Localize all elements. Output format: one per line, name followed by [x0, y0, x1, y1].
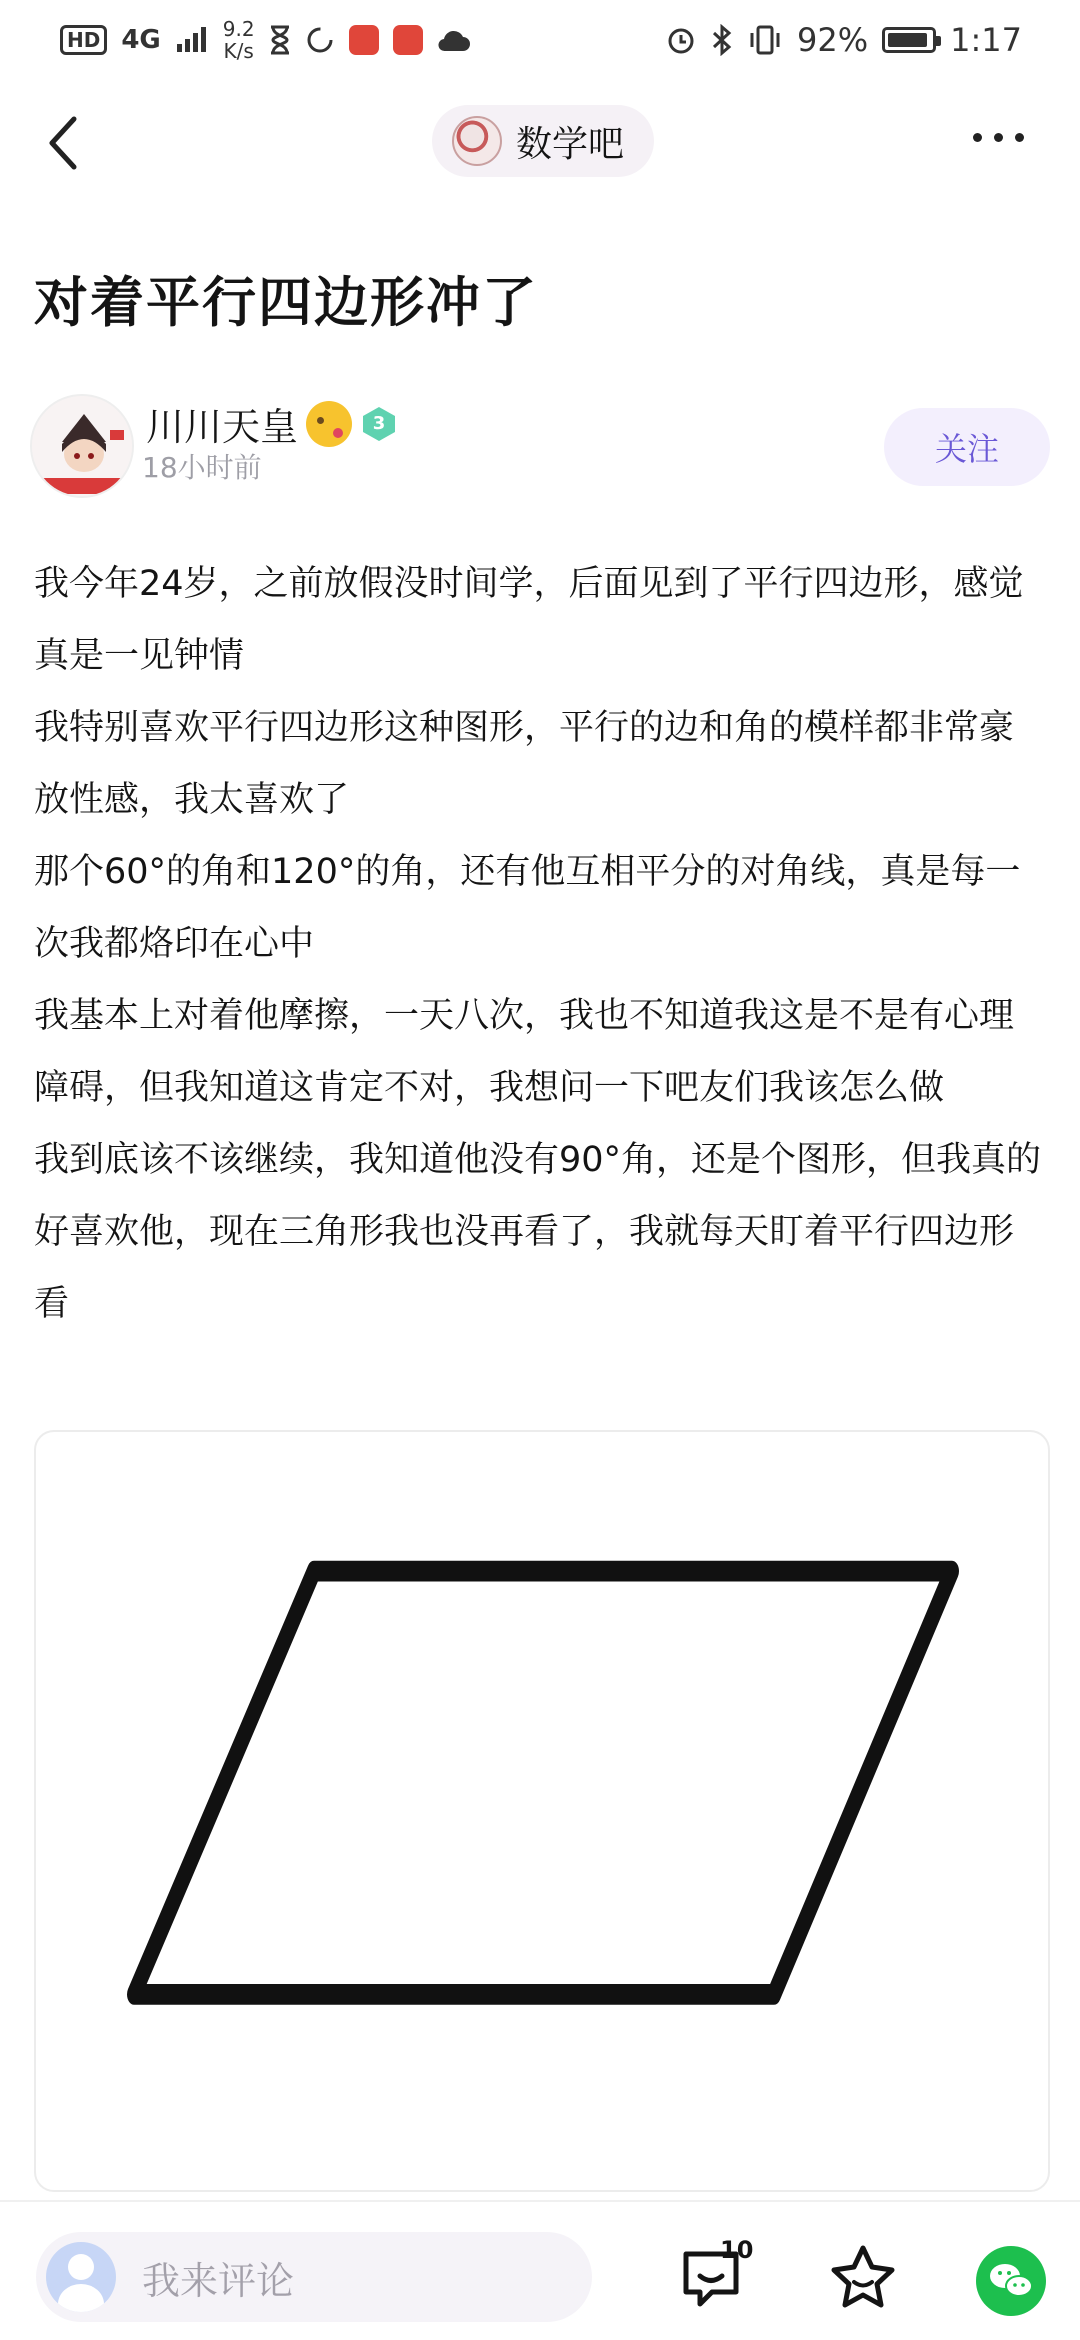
my-avatar — [46, 2242, 116, 2312]
wechat-glyph — [976, 2246, 1046, 2316]
forum-pill[interactable] — [432, 105, 654, 177]
parallelogram-drawing — [36, 1432, 1050, 2192]
more-dots-icon[interactable] — [973, 133, 1024, 142]
author-name-row[interactable] — [146, 396, 398, 451]
hd-indicator: HD — [60, 25, 107, 55]
forum-logo — [452, 116, 502, 166]
status-bar — [0, 0, 1080, 80]
back-arrow-icon[interactable] — [40, 113, 90, 173]
post-paragraph: 那个60°的角和120°的角，还有他互相平分的对角线，真是每一次我都烙印在心中 — [34, 852, 1021, 964]
status-left — [60, 18, 471, 62]
kiss-emoji-icon — [306, 401, 352, 447]
forum-name: 数学吧 — [516, 123, 625, 165]
cloud-icon — [437, 27, 471, 53]
battery-percent: 92% — [797, 21, 869, 59]
status-right — [665, 21, 1022, 59]
follow-button[interactable]: 关注 — [884, 408, 1050, 486]
clock: 1:17 — [950, 21, 1022, 59]
post-time: 18小时前 — [142, 451, 262, 484]
huawei-app-icon — [393, 25, 423, 55]
level-number: 3 — [372, 413, 386, 434]
level-badge — [360, 405, 398, 443]
battery-icon — [882, 27, 936, 53]
post-paragraph: 我基本上对着他摩擦，一天八次，我也不知道我这是不是有心理障碍，但我知道这肯定不对，我想问一下吧友们我该怎么做 — [34, 996, 1015, 1108]
post-image[interactable] — [34, 1430, 1050, 2192]
post-paragraph: 我今年24岁，之前放假没时间学，后面见到了平行四边形，感觉真是一见钟情 — [34, 564, 1024, 676]
bottom-bar — [0, 2200, 1080, 2340]
book-app-icon — [349, 25, 379, 55]
alarm-icon — [665, 24, 697, 56]
author-row — [0, 390, 1080, 500]
battery-level — [888, 33, 927, 47]
speed-unit: K/s — [223, 39, 254, 63]
network-speed — [223, 18, 255, 62]
network-indicator: 4G — [121, 25, 161, 55]
comment-input[interactable] — [36, 2232, 592, 2322]
comment-count: 10 — [720, 2236, 754, 2264]
signal-icon — [175, 26, 209, 54]
post-paragraph: 我特别喜欢平行四边形这种图形，平行的边和角的模样都非常豪放性感，我太喜欢了 — [34, 708, 1015, 820]
post-title: 对着平行四边形冲了 — [34, 271, 538, 334]
comment-placeholder: 我来评论 — [142, 2258, 295, 2303]
post-body — [34, 548, 1046, 1340]
post-paragraph: 我到底该不该继续，我知道他没有90°角，还是个图形，但我真的好喜欢他，现在三角形我也没再看了，我就每天盯着平行四边形看 — [34, 1140, 1042, 1324]
speed-value: 9.2 — [222, 17, 255, 41]
author-name: 川川天皇 — [146, 405, 299, 449]
vibrate-icon — [747, 25, 783, 55]
avatar-image — [32, 396, 134, 498]
star-icon[interactable] — [828, 2242, 898, 2312]
wechat-icon[interactable] — [976, 2246, 1046, 2316]
avatar[interactable] — [30, 394, 134, 498]
sync-icon — [305, 25, 335, 55]
bluetooth-icon — [711, 24, 733, 56]
hourglass-icon — [269, 25, 291, 55]
top-nav — [0, 95, 1080, 190]
